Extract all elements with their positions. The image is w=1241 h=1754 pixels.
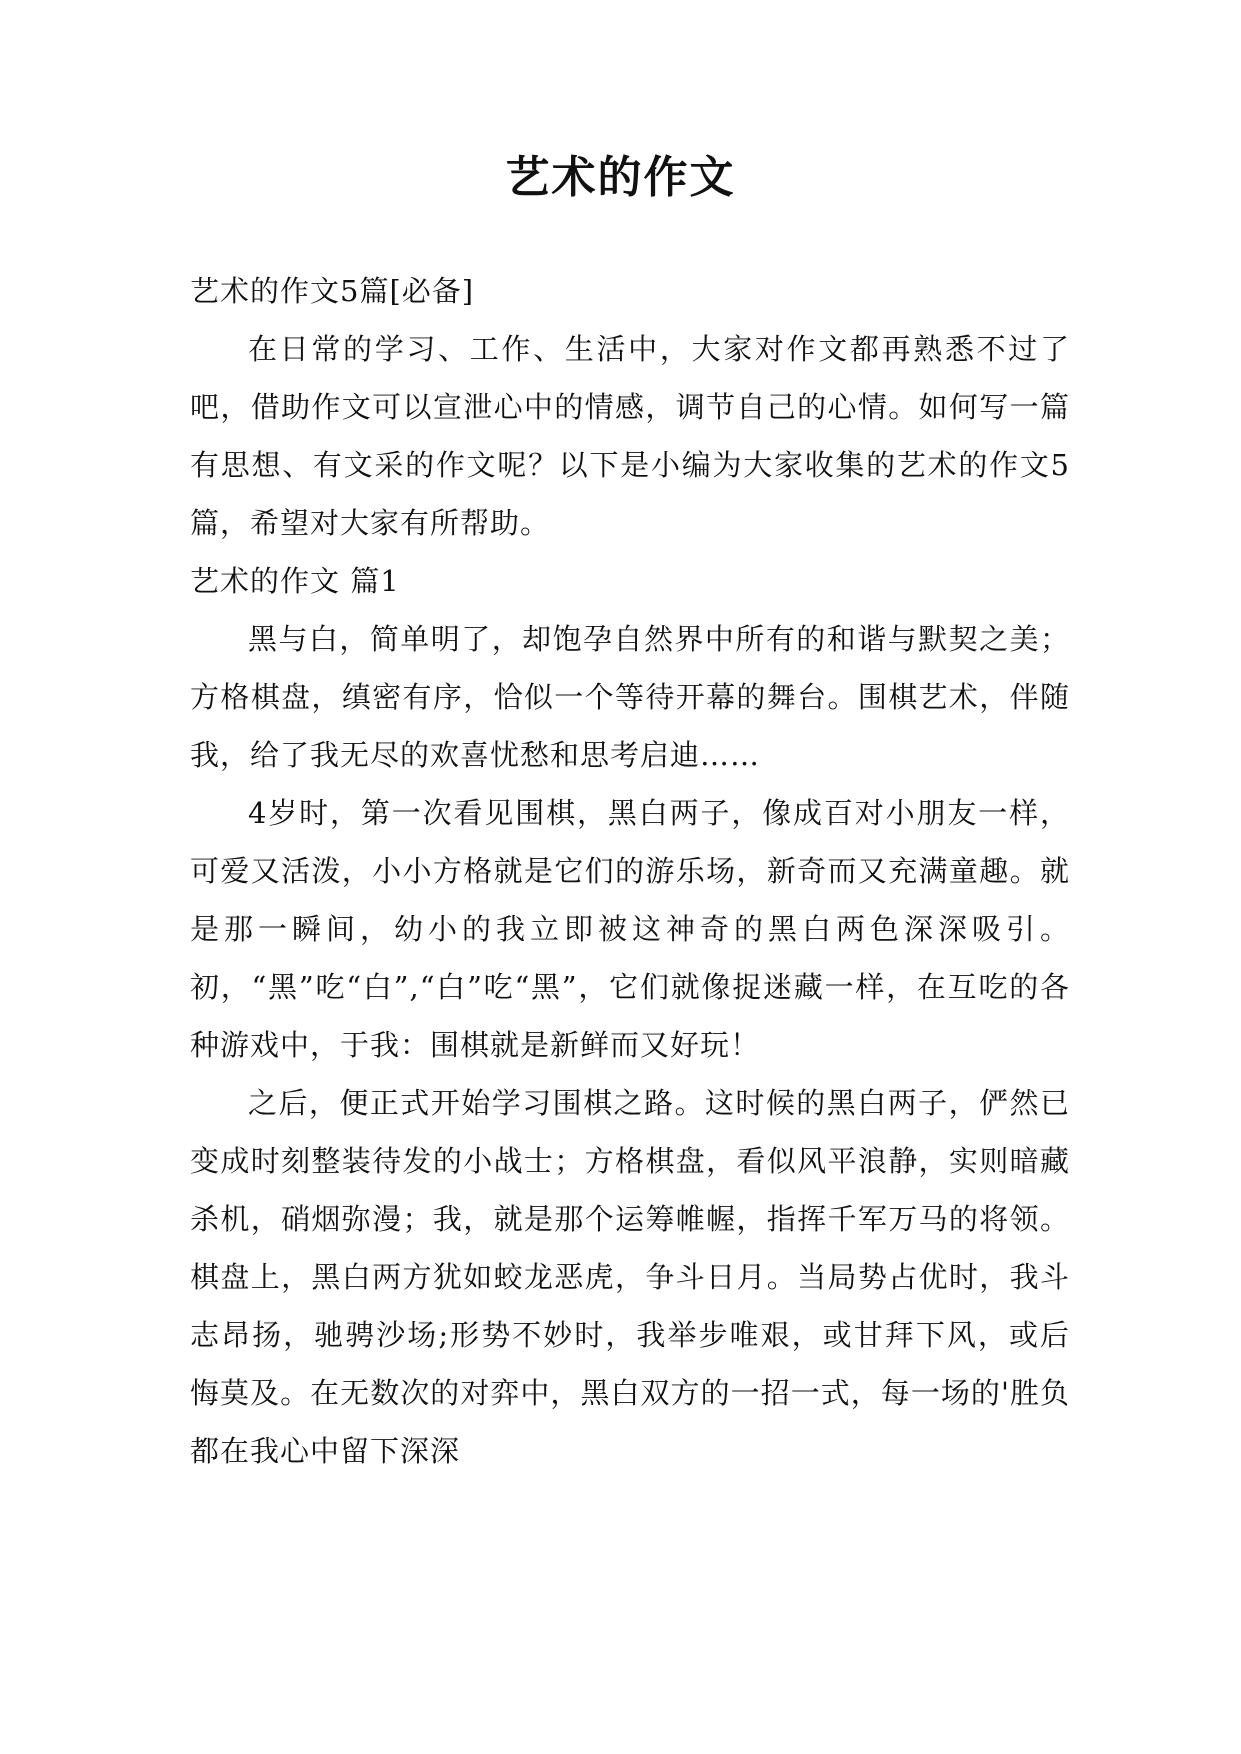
intro-paragraph: 在日常的学习、工作、生活中，大家对作文都再熟悉不过了吧，借助作文可以宣泄心中的情感，调节自己的心情。如何写一篇有思想、有文采的作文呢？以下是小编为大家收集的艺术的作文5篇，希望对大家有所帮助。 [190, 332, 1070, 540]
document-body [190, 262, 1070, 1480]
body-paragraph: 之后，便正式开始学习围棋之路。这时候的黑白两子，俨然已变成时刻整装待发的小战士；方格棋盘，看似风平浪静，实则暗藏杀机，硝烟弥漫；我，就是那个运筹帷幄，指挥千军万马的将领。棋盘上，黑白两方犹如蛟龙恶虎，争斗日月。当局势占优时，我斗志昂扬，驰骋沙场;形势不妙时，我举步唯艰，或甘拜下风，或后悔莫及。在无数次的对弈中，黑白双方的一招一式，每一场的'胜负都在我心中留下深深 [190, 1086, 1070, 1468]
document-subtitle: 艺术的作文5篇[必备] [190, 274, 475, 308]
body-paragraph: 4岁时，第一次看见围棋，黑白两子，像成百对小朋友一样，可爱又活泼，小小方格就是它们的游乐场，新奇而又充满童趣。就是那一瞬间，幼小的我立即被这神奇的黑白两色深深吸引。初，“黑”吃“白”,“白”吃“黑”，它们就像捉迷藏一样，在互吃的各种游戏中，于我：围棋就是新鲜而又好玩！ [190, 796, 1070, 1062]
body-paragraph: 黑与白，简单明了，却饱孕自然界中所有的和谐与默契之美；方格棋盘，缜密有序，恰似一个等待开幕的舞台。围棋艺术，伴随我，给了我无尽的欢喜忧愁和思考启迪…… [190, 622, 1070, 772]
section-heading: 艺术的作文 篇1 [190, 564, 400, 598]
document-title: 艺术的作文 [505, 152, 736, 203]
